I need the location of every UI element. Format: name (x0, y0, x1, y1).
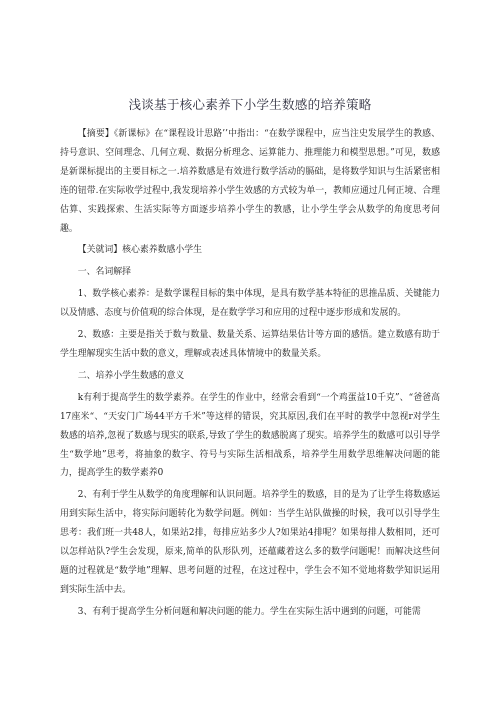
significance-3-paragraph: 3、有利于提高学生分析问题和解决问题的能力。学生在实际生活中遇到的问题，可能需 (77, 606, 421, 617)
significance-2-paragraph: 2、有利于学生从数学的角度理解和认识问题。培养学生的数感，目的是为了让学生将数感运用到实际生活中，将实际问题转化为数学问题。例如：当学生站队做操的时候，我可以引导学生思考：我们班一共48人，如果站2排，每排应站多少人?如果站4排呢？如果每排人数相同，还可以怎样站队?学生会发现，原来,简单的队形队列，还蕴藏着这么多的数学问题呢！而解决这些问题的过程就是“数学地”理解、思考问题的过程，在这过程中，学生会不知不觉地将数学知识运用到实际生活中去。 (60, 490, 440, 595)
section-1-heading: 一、名词解择 (77, 267, 132, 278)
document-title: 浅谈基于核心素养下小学生数感的培养策略 (128, 97, 372, 112)
keywords-line: 【关就词】核心素养数感小学生 (77, 245, 203, 256)
definition-number-sense-paragraph: 2、数感：主要是指关于数与数量、数量关系、运算结果估计等方面的感悟。建立数感有助于学生理解现实生活中数的意义，理解或表述具体情境中的数量关系。 (60, 330, 440, 359)
section-2-heading: 二、培养小学生数感的意义 (77, 370, 185, 381)
significance-1-paragraph: k有利于提高学生的数学素养。在学生的作业中，经常会看到“一个鸡蛋益10千克”、“爸爸高17座米“、“天安门广场44平方千米”等这样的错误，究其原因,我们在平时的教学中忽视r对学生数感的培养,忽视了数感与现实的联系,导致了学生的数感脱离了现实。培养学生的数感可以引导学生“数学地”思考，将抽象的数字、符号与实际生活相战系，培养学生用数学思维解决问题的能力，提高学生的数学素养0 (60, 392, 440, 479)
abstract-paragraph: 【摘要】《新课标》在“课程设计思路’’中指出：“在数学课程中，应当注史发展学生的教感、持号意识、空间理念、几何立观、数据分析理念、运算能力、推理能力和模型思想。”可见，数感是新课标提出的主要目标之一.培养数感是有效进行数学活动的膈础，是将数学知识与生活紧密相连的钮带.在实际收学过程中,我发现培养小学生效感的方式较为单一，教师应通过几何正境、合理估算、实践探索、生活实际等方面逐步培养小学生的教感，让小学生学会从数学的角度思考问趣。 (60, 129, 440, 234)
definition-core-literacy-paragraph: 1、数学核心素养：是数学课程目标的集中体现，是具有数学基本特征的思推品质、关键能力以及情感、态度与价值观的综合体现，是在数学学习和应用的过程中逐步形成和发展的。 (60, 289, 440, 319)
